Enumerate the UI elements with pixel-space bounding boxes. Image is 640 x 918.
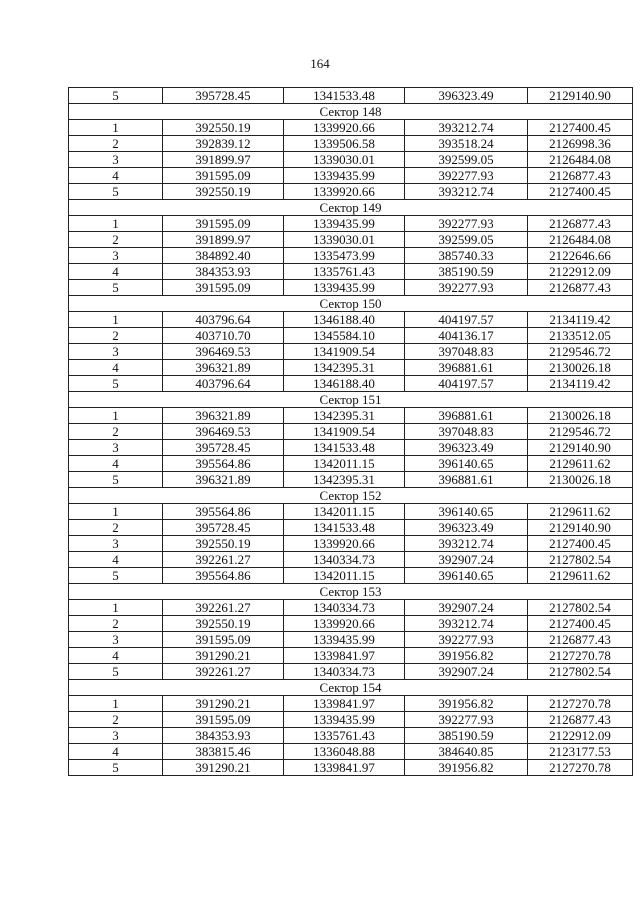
point-number-cell: 3 [69,248,163,264]
table-row [69,440,633,456]
table-row [69,264,633,280]
x2-cell: 396140.65 [405,504,528,520]
table-row [69,696,633,712]
x1-cell: 396469.53 [163,344,284,360]
x2-cell: 385190.59 [405,728,528,744]
x1-cell: 395564.86 [163,568,284,584]
y1-cell: 1342395.31 [284,408,405,424]
table-row [69,664,633,680]
x1-cell: 403710.70 [163,328,284,344]
sector-header-row [69,680,633,696]
point-number-cell: 1 [69,312,163,328]
point-number-cell: 5 [69,376,163,392]
point-number-cell: 4 [69,744,163,760]
x2-cell: 392277.93 [405,216,528,232]
y2-cell: 2133512.05 [528,328,633,344]
coordinates-table [68,87,633,776]
x1-cell: 403796.64 [163,312,284,328]
table-row [69,648,633,664]
x1-cell: 391595.09 [163,280,284,296]
table-row [69,760,633,776]
x1-cell: 384892.40 [163,248,284,264]
x1-cell: 384353.93 [163,264,284,280]
x2-cell: 396323.49 [405,440,528,456]
table-row [69,232,633,248]
y2-cell: 2129140.90 [528,440,633,456]
table-row [69,600,633,616]
y2-cell: 2134119.42 [528,312,633,328]
y2-cell: 2129611.62 [528,504,633,520]
y1-cell: 1339920.66 [284,536,405,552]
x1-cell: 392261.27 [163,552,284,568]
x1-cell: 395728.45 [163,520,284,536]
y2-cell: 2130026.18 [528,360,633,376]
point-number-cell: 1 [69,408,163,424]
y2-cell: 2122912.09 [528,264,633,280]
y2-cell: 2122646.66 [528,248,633,264]
point-number-cell: 3 [69,728,163,744]
x2-cell: 393212.74 [405,536,528,552]
point-number-cell: 3 [69,344,163,360]
table-row [69,184,633,200]
y1-cell: 1345584.10 [284,328,405,344]
point-number-cell: 4 [69,360,163,376]
point-number-cell: 5 [69,760,163,776]
table-row [69,712,633,728]
y2-cell: 2129140.90 [528,88,633,104]
y1-cell: 1342395.31 [284,360,405,376]
x2-cell: 385190.59 [405,264,528,280]
x1-cell: 403796.64 [163,376,284,392]
y1-cell: 1342011.15 [284,504,405,520]
x2-cell: 392277.93 [405,632,528,648]
x2-cell: 393212.74 [405,616,528,632]
point-number-cell: 5 [69,472,163,488]
y1-cell: 1339435.99 [284,168,405,184]
x2-cell: 396881.61 [405,360,528,376]
table-row [69,328,633,344]
y2-cell: 2127270.78 [528,760,633,776]
x1-cell: 391595.09 [163,632,284,648]
x1-cell: 395564.86 [163,504,284,520]
y2-cell: 2129546.72 [528,424,633,440]
y1-cell: 1339841.97 [284,760,405,776]
x1-cell: 395728.45 [163,440,284,456]
point-number-cell: 4 [69,168,163,184]
y2-cell: 2127400.45 [528,184,633,200]
y2-cell: 2127400.45 [528,616,633,632]
table-row [69,744,633,760]
y1-cell: 1341533.48 [284,88,405,104]
sector-header-row [69,488,633,504]
point-number-cell: 1 [69,120,163,136]
x2-cell: 391956.82 [405,760,528,776]
x2-cell: 397048.83 [405,344,528,360]
x1-cell: 395728.45 [163,88,284,104]
table-row [69,360,633,376]
y1-cell: 1346188.40 [284,312,405,328]
y2-cell: 2127270.78 [528,696,633,712]
sector-title: Сектор 151 [69,392,633,408]
y2-cell: 2126877.43 [528,168,633,184]
table-row [69,120,633,136]
sector-title: Сектор 148 [69,104,633,120]
y2-cell: 2130026.18 [528,472,633,488]
y1-cell: 1335761.43 [284,728,405,744]
table-row [69,424,633,440]
sector-title: Сектор 150 [69,296,633,312]
x2-cell: 392907.24 [405,664,528,680]
table-row [69,152,633,168]
x2-cell: 397048.83 [405,424,528,440]
table-row [69,280,633,296]
point-number-cell: 4 [69,264,163,280]
y1-cell: 1340334.73 [284,552,405,568]
y2-cell: 2126998.36 [528,136,633,152]
point-number-cell: 4 [69,456,163,472]
y2-cell: 2126877.43 [528,216,633,232]
x2-cell: 392277.93 [405,712,528,728]
point-number-cell: 3 [69,152,163,168]
point-number-cell: 2 [69,712,163,728]
y1-cell: 1341909.54 [284,424,405,440]
y1-cell: 1339435.99 [284,712,405,728]
x1-cell: 391899.97 [163,232,284,248]
x1-cell: 392550.19 [163,120,284,136]
y1-cell: 1342011.15 [284,568,405,584]
y1-cell: 1341533.48 [284,440,405,456]
y1-cell: 1339435.99 [284,632,405,648]
y2-cell: 2127802.54 [528,552,633,568]
x2-cell: 393518.24 [405,136,528,152]
x2-cell: 392277.93 [405,280,528,296]
table-row [69,616,633,632]
y2-cell: 2122912.09 [528,728,633,744]
x2-cell: 404197.57 [405,376,528,392]
y1-cell: 1339841.97 [284,648,405,664]
table-row [69,472,633,488]
x2-cell: 384640.85 [405,744,528,760]
point-number-cell: 1 [69,504,163,520]
y1-cell: 1342395.31 [284,472,405,488]
x1-cell: 392550.19 [163,616,284,632]
y2-cell: 2127802.54 [528,664,633,680]
x2-cell: 396323.49 [405,520,528,536]
x1-cell: 383815.46 [163,744,284,760]
table-row [69,248,633,264]
point-number-cell: 5 [69,88,163,104]
x1-cell: 391595.09 [163,168,284,184]
point-number-cell: 5 [69,568,163,584]
point-number-cell: 4 [69,552,163,568]
x1-cell: 391595.09 [163,216,284,232]
x2-cell: 396881.61 [405,408,528,424]
x2-cell: 392907.24 [405,600,528,616]
point-number-cell: 3 [69,536,163,552]
y2-cell: 2129140.90 [528,520,633,536]
page-number: 164 [310,56,330,71]
x2-cell: 385740.33 [405,248,528,264]
x1-cell: 396321.89 [163,472,284,488]
x1-cell: 391290.21 [163,696,284,712]
point-number-cell: 2 [69,232,163,248]
y2-cell: 2127400.45 [528,120,633,136]
x1-cell: 392550.19 [163,184,284,200]
y2-cell: 2129611.62 [528,568,633,584]
y2-cell: 2130026.18 [528,408,633,424]
y1-cell: 1339920.66 [284,616,405,632]
table-row [69,536,633,552]
point-number-cell: 2 [69,424,163,440]
y2-cell: 2129546.72 [528,344,633,360]
sector-title: Сектор 152 [69,488,633,504]
y2-cell: 2129611.62 [528,456,633,472]
x2-cell: 392907.24 [405,552,528,568]
x2-cell: 396881.61 [405,472,528,488]
table-row [69,312,633,328]
y1-cell: 1339030.01 [284,152,405,168]
table-row [69,408,633,424]
point-number-cell: 1 [69,696,163,712]
sector-header-row [69,392,633,408]
table-row [69,504,633,520]
y1-cell: 1339435.99 [284,280,405,296]
coordinates-table-body [69,88,633,776]
y2-cell: 2126484.08 [528,232,633,248]
point-number-cell: 2 [69,616,163,632]
table-row [69,376,633,392]
sector-title: Сектор 149 [69,200,633,216]
y2-cell: 2126877.43 [528,280,633,296]
y1-cell: 1346188.40 [284,376,405,392]
x1-cell: 391595.09 [163,712,284,728]
y1-cell: 1341909.54 [284,344,405,360]
y2-cell: 2127270.78 [528,648,633,664]
sector-title: Сектор 153 [69,584,633,600]
y2-cell: 2127802.54 [528,600,633,616]
y2-cell: 2126484.08 [528,152,633,168]
table-row [69,568,633,584]
x2-cell: 392599.05 [405,152,528,168]
table-row [69,136,633,152]
y1-cell: 1339030.01 [284,232,405,248]
point-number-cell: 5 [69,280,163,296]
x2-cell: 396323.49 [405,88,528,104]
sector-title: Сектор 154 [69,680,633,696]
y2-cell: 2126877.43 [528,712,633,728]
x1-cell: 384353.93 [163,728,284,744]
x2-cell: 396140.65 [405,568,528,584]
point-number-cell: 2 [69,328,163,344]
x1-cell: 396469.53 [163,424,284,440]
table-row [69,520,633,536]
y2-cell: 2134119.42 [528,376,633,392]
y1-cell: 1340334.73 [284,664,405,680]
point-number-cell: 1 [69,600,163,616]
y2-cell: 2123177.53 [528,744,633,760]
x2-cell: 396140.65 [405,456,528,472]
x1-cell: 391290.21 [163,648,284,664]
y1-cell: 1339435.99 [284,216,405,232]
y1-cell: 1340334.73 [284,600,405,616]
sector-header-row [69,104,633,120]
y1-cell: 1336048.88 [284,744,405,760]
table-row [69,344,633,360]
x2-cell: 392277.93 [405,168,528,184]
x2-cell: 393212.74 [405,184,528,200]
point-number-cell: 5 [69,664,163,680]
x1-cell: 395564.86 [163,456,284,472]
point-number-cell: 2 [69,520,163,536]
table-row [69,552,633,568]
x2-cell: 404197.57 [405,312,528,328]
x1-cell: 391290.21 [163,760,284,776]
table-row [69,88,633,104]
x2-cell: 393212.74 [405,120,528,136]
table-row [69,168,633,184]
x1-cell: 392261.27 [163,600,284,616]
sector-header-row [69,200,633,216]
x2-cell: 391956.82 [405,648,528,664]
table-row [69,216,633,232]
x1-cell: 396321.89 [163,408,284,424]
y1-cell: 1339506.58 [284,136,405,152]
point-number-cell: 3 [69,440,163,456]
y1-cell: 1335761.43 [284,264,405,280]
point-number-cell: 4 [69,648,163,664]
y1-cell: 1342011.15 [284,456,405,472]
y2-cell: 2126877.43 [528,632,633,648]
table-row [69,728,633,744]
x1-cell: 392550.19 [163,536,284,552]
y2-cell: 2127400.45 [528,536,633,552]
table-row [69,456,633,472]
x2-cell: 392599.05 [405,232,528,248]
table-row [69,632,633,648]
sector-header-row [69,584,633,600]
y1-cell: 1339920.66 [284,184,405,200]
x1-cell: 396321.89 [163,360,284,376]
y1-cell: 1339841.97 [284,696,405,712]
x2-cell: 404136.17 [405,328,528,344]
x1-cell: 392839.12 [163,136,284,152]
point-number-cell: 5 [69,184,163,200]
point-number-cell: 1 [69,216,163,232]
y1-cell: 1341533.48 [284,520,405,536]
x2-cell: 391956.82 [405,696,528,712]
y1-cell: 1335473.99 [284,248,405,264]
x1-cell: 392261.27 [163,664,284,680]
point-number-cell: 2 [69,136,163,152]
point-number-cell: 3 [69,632,163,648]
sector-header-row [69,296,633,312]
y1-cell: 1339920.66 [284,120,405,136]
x1-cell: 391899.97 [163,152,284,168]
